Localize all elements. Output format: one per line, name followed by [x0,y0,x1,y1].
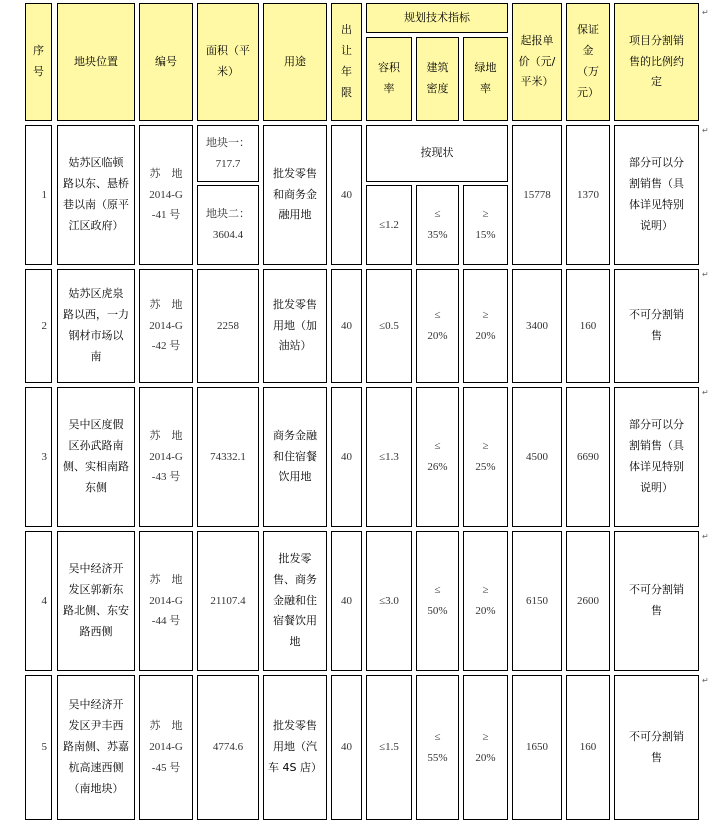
row4-density: ≤ 50% [416,531,459,671]
land-auction-table [25,3,699,820]
row4-price: 6150 [512,531,562,671]
row1-price: 15778 [512,125,562,265]
return-mark-icon: ↵ [702,388,709,397]
header-deposit: 保证 金 （万 元） [566,3,610,121]
row4-code: 苏 地 2014-G -44 号 [139,531,193,671]
row4-term: 40 [331,531,362,671]
header-area: 面积（平 米） [197,3,259,121]
row3-deposit: 6690 [566,387,610,527]
header-far: 容积 率 [366,37,412,121]
row4-area: 21107.4 [197,531,259,671]
row3-density: ≤ 26% [416,387,459,527]
row1-deposit: 1370 [566,125,610,265]
row4-green: ≥ 20% [463,531,508,671]
row2-split: 不可分割销 售 [614,269,699,383]
row1-as-is: 按现状 [366,125,508,182]
return-mark-icon: ↵ [702,126,709,135]
header-seq: 序 号 [25,3,52,121]
row5-term: 40 [331,675,362,820]
header-term: 出 让 年 限 [331,3,362,121]
row4-usage: 批发零 售、商务 金融和住 宿餐饮用 地 [263,531,327,671]
row3-far: ≤1.3 [366,387,412,527]
row5-location: 吴中经济开 发区尹丰西 路南侧、苏嘉 杭高速西侧 （南地块） [57,675,135,820]
return-mark-icon: ↵ [702,532,709,541]
row3-seq: 3 [25,387,52,527]
header-density: 建筑 密度 [416,37,459,121]
row2-green: ≥ 20% [463,269,508,383]
row1-seq: 1 [25,125,52,265]
row1-area-part2: 地块二： 3604.4 [197,185,259,265]
row4-seq: 4 [25,531,52,671]
row2-code: 苏 地 2014-G -42 号 [139,269,193,383]
header-usage: 用途 [263,3,327,121]
row1-area-part1: 地块一： 717.7 [197,125,259,182]
row5-area: 4774.6 [197,675,259,820]
row5-deposit: 160 [566,675,610,820]
row2-usage: 批发零售 用地（加 油站） [263,269,327,383]
row5-seq: 5 [25,675,52,820]
row3-code: 苏 地 2014-G -43 号 [139,387,193,527]
header-split: 项目分割销 售的比例约 定 [614,3,699,121]
row5-split: 不可分割销 售 [614,675,699,820]
row2-term: 40 [331,269,362,383]
row5-usage: 批发零售 用地（汽 车 4S 店） [263,675,327,820]
row2-seq: 2 [25,269,52,383]
row5-density: ≤ 55% [416,675,459,820]
row1-green: ≥ 15% [463,185,508,265]
row1-split: 部分可以分 割销售（具 体详见特别 说明） [614,125,699,265]
row5-code: 苏 地 2014-G -45 号 [139,675,193,820]
row1-usage: 批发零售 和商务金 融用地 [263,125,327,265]
return-mark-icon: ↵ [702,270,709,279]
row4-far: ≤3.0 [366,531,412,671]
header-price: 起报单 价（元/ 平米） [512,3,562,121]
row5-green: ≥ 20% [463,675,508,820]
row3-split: 部分可以分 割销售（具 体详见特别 说明） [614,387,699,527]
row2-price: 3400 [512,269,562,383]
header-tech-indicators: 规划技术指标 [366,3,508,33]
row2-location: 姑苏区虎泉 路以西，一力 钢材市场以 南 [57,269,135,383]
header-code: 编号 [139,3,193,121]
row3-usage: 商务金融 和住宿餐 饮用地 [263,387,327,527]
row4-split: 不可分割销 售 [614,531,699,671]
row3-area: 74332.1 [197,387,259,527]
row1-density: ≤ 35% [416,185,459,265]
row1-term: 40 [331,125,362,265]
row3-term: 40 [331,387,362,527]
row5-far: ≤1.5 [366,675,412,820]
row4-deposit: 2600 [566,531,610,671]
row2-far: ≤0.5 [366,269,412,383]
row1-far: ≤1.2 [366,185,412,265]
header-green: 绿地 率 [463,37,508,121]
return-mark-icon: ↵ [702,676,709,685]
row5-price: 1650 [512,675,562,820]
row4-location: 吴中经济开 发区郭新东 路北侧、东安 路西侧 [57,531,135,671]
row1-location: 姑苏区临顿 路以东、悬桥 巷以南（原平 江区政府） [57,125,135,265]
row2-deposit: 160 [566,269,610,383]
row3-price: 4500 [512,387,562,527]
row3-location: 吴中区度假 区孙武路南 侧、实相南路 东侧 [57,387,135,527]
row3-green: ≥ 25% [463,387,508,527]
row1-code: 苏 地 2014-G -41 号 [139,125,193,265]
row2-area: 2258 [197,269,259,383]
return-mark-icon: ↵ [702,8,709,17]
row2-density: ≤ 20% [416,269,459,383]
header-location: 地块位置 [57,3,135,121]
